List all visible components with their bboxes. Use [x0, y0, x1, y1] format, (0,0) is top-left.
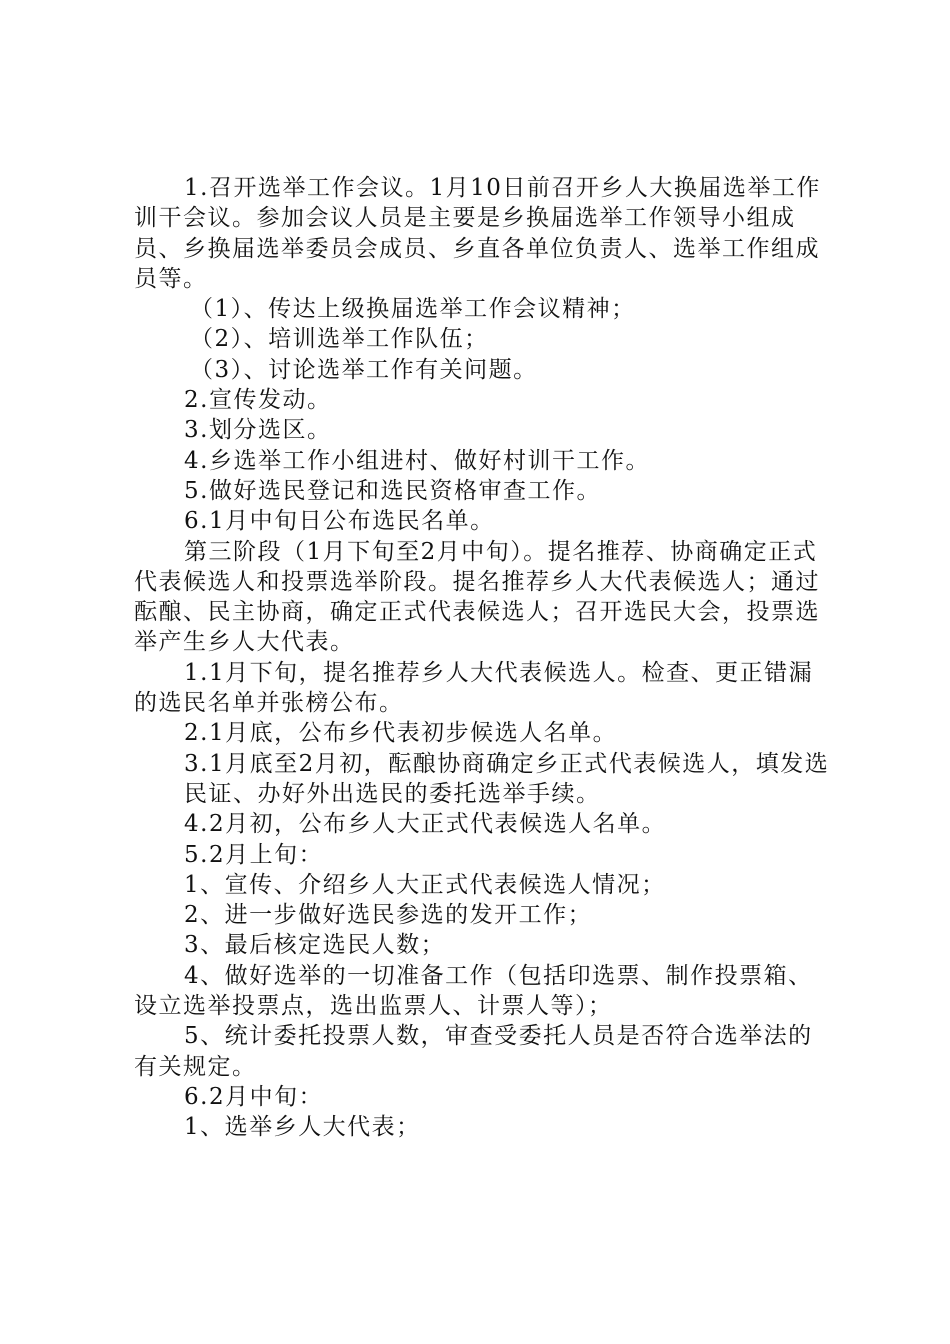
list-item: 3.划分选区。: [184, 417, 332, 444]
list-item: 2.1月底，公布乡代表初步候选人名单。: [184, 720, 618, 747]
list-item: 4.乡选举工作小组进村、做好村训干工作。: [184, 447, 650, 474]
section-paragraph: 第三阶段（1月下旬至2月中旬）。提名推荐、协商确定正式代表候选人和投票选举阶段。提名推荐乡人大代表候选人；通过酝酿、民主协商，确定正式代表候选人；召开选民大会，投票选举产生乡人大代表。: [134, 538, 820, 656]
list-item: 4.2月初，公布乡人大正式代表候选人名单。: [184, 811, 667, 838]
list-item: 5.做好选民登记和选民资格审查工作。: [184, 477, 601, 504]
list-item: （1）、传达上级换届选举工作会议精神；: [190, 296, 636, 323]
list-item: 1.1月下旬，提名推荐乡人大代表候选人。检查、更正错漏的选民名单并张榜公布。: [134, 659, 814, 717]
list-item: 6.2月中旬：: [184, 1083, 324, 1110]
sub-list-item: 5、统计委托投票人数，审查受委托人员是否符合选举法的有关规定。: [134, 1023, 813, 1080]
sub-list-item: 1、宣传、介绍乡人大正式代表候选人情况；: [184, 871, 666, 898]
sub-list-item: 4、做好选举的一切准备工作（包括印选票、制作投票箱、设立选举投票点，选出监票人、计票人等）；: [134, 962, 813, 1020]
list-item: 6.1月中旬日公布选民名单。: [184, 508, 495, 535]
list-item: 3.1月底至2月初，酝酿协商确定乡正式代表候选人，填发选: [184, 750, 830, 777]
sub-list-item: 3、最后核定选民人数；: [184, 932, 446, 959]
document-body: [134, 173, 834, 1143]
sub-list-item: 1、选举乡人大代表；: [184, 1114, 421, 1141]
list-item: （3）、讨论选举工作有关问题。: [190, 356, 538, 383]
continuation-line: 民证、办好外出选民的委托选举手续。: [184, 780, 601, 807]
sub-list-item: 2、进一步做好选民参选的发开工作；: [184, 902, 593, 929]
list-item: （2）、培训选举工作队伍；: [190, 326, 489, 353]
list-item: 5.2月上旬：: [184, 841, 324, 868]
list-item: 2.宣传发动。: [184, 387, 332, 414]
paragraph: 1.召开选举工作会议。1月10日前召开乡人大换届选举工作训干会议。参加会议人员是主要是乡换届选举工作领导小组成员、乡换届选举委员会成员、乡直各单位负责人、选举工作组成员等。: [134, 175, 821, 292]
